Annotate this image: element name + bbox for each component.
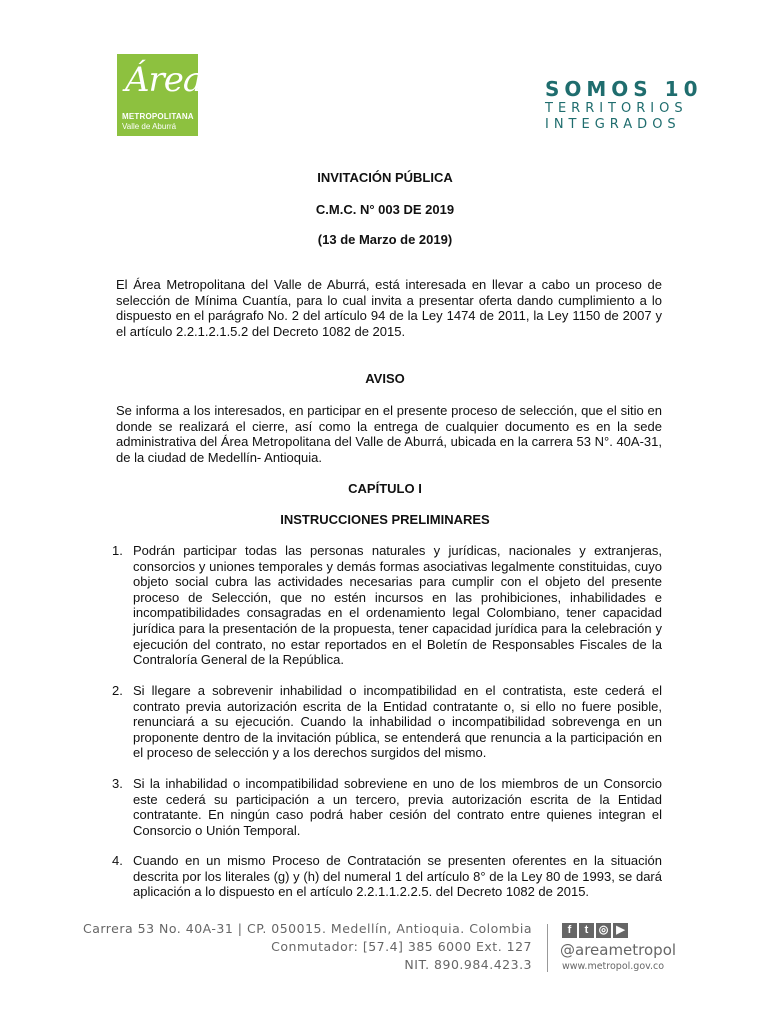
list-item-number: 2. xyxy=(112,683,123,698)
youtube-icon[interactable]: ▶ xyxy=(613,923,628,938)
document-title: INVITACIÓN PÚBLICA xyxy=(317,170,453,185)
slogan-line1: SOMOS 10 xyxy=(545,77,703,101)
logo-word: Área xyxy=(125,60,203,100)
list-item-text: Si la inhabilidad o incompatibilidad sobreviene en uno de los miembros de un Consorcio este cederá su participación a un tercero, previa autorización escrita de la Entidad contratante. En ningún caso podrá haber cesión del contrato entre quienes integran el Consorcio o Unión Temporal. xyxy=(133,776,662,838)
footer-nit: NIT. 890.984.423.3 xyxy=(404,957,532,972)
list-item-text: Podrán participar todas las personas naturales y jurídicas, nacionales y extranjeras, consorcios y uniones temporales y demás formas asociativas legalmente constituidas, cuyo objeto social cubra las actividades necesarias para cumplir con el objeto del presente proceso de Selección, que no estén incursos en las prohibiciones, inhabilidades e incompatibilidades consagradas en el ordenamiento legal Colombiano, tener capacidad jurídica para la presentación de la propuesta, tener capacidad jurídica para la celebración y ejecución del contrato, no estar reportados en el Boletín de Responsables Fiscales de la Contraloría General de la República. xyxy=(133,543,662,668)
twitter-icon[interactable]: t xyxy=(579,923,594,938)
list-item xyxy=(112,543,662,668)
footer-divider xyxy=(547,924,548,972)
area-metropolitana-logo xyxy=(117,54,203,136)
footer-contact xyxy=(83,920,532,974)
list-item xyxy=(112,853,662,900)
logo-line2: Valle de Aburrá xyxy=(122,122,177,131)
list-item-number: 1. xyxy=(112,543,123,558)
slogan-line3: INTEGRADOS xyxy=(545,117,681,132)
list-item-number: 3. xyxy=(112,776,123,791)
slogan-logo xyxy=(545,78,703,133)
list-item-number: 4. xyxy=(112,853,123,868)
instagram-icon[interactable]: ◎ xyxy=(596,923,611,938)
list-item-text: Cuando en un mismo Proceso de Contratación se presenten oferentes en la situación descrita por los literales (g) y (h) del numeral 1 del artículo 8° de la Ley 80 de 1993, se dará aplicación a lo dispuesto en el artículo 2.2.1.1.2.2.5. del Decreto 1082 de 2015. xyxy=(133,853,662,900)
document-date: (13 de Marzo de 2019) xyxy=(317,232,453,247)
document-code: C.M.C. N° 003 DE 2019 xyxy=(315,202,455,217)
notice-paragraph: Se informa a los interesados, en participar en el presente proceso de selección, que el sitio en donde se realizará el cierre, así como la entrega de cualquier documento es en la sede administrativa del Área Metropolitana del Valle de Aburrá, ubicada en la carrera 53 N°. 40A-31, de la ciudad de Medellín- Antioquia. xyxy=(116,403,662,465)
section-heading: INSTRUCCIONES PRELIMINARES xyxy=(280,512,490,527)
list-item xyxy=(112,776,662,838)
social-handle: @areametropol xyxy=(560,941,677,959)
chapter-heading: CAPÍTULO I xyxy=(348,481,422,496)
list-item xyxy=(112,683,662,761)
facebook-icon[interactable]: f xyxy=(562,923,577,938)
footer-phone: Conmutador: [57.4] 385 6000 Ext. 127 xyxy=(271,939,532,954)
slogan-line2: TERRITORIOS xyxy=(545,101,688,116)
website-link[interactable]: www.metropol.gov.co xyxy=(562,961,665,972)
social-icons xyxy=(562,923,628,938)
footer-address: Carrera 53 No. 40A-31 | CP. 050015. Medellín, Antioquia. Colombia xyxy=(83,921,532,936)
intro-paragraph: El Área Metropolitana del Valle de Aburrá, está interesada en llevar a cabo un proceso de selección de Mínima Cuantía, para lo cual invita a presentar oferta dando cumplimiento a lo dispuesto en el parágrafo No. 2 del artículo 94 de la Ley 1474 de 2011, la Ley 1150 de 2007 y el artículo 2.2.1.2.1.5.2 del Decreto 1082 de 2015. xyxy=(116,277,662,339)
notice-heading: AVISO xyxy=(365,371,405,386)
logo-line1: METROPOLITANA xyxy=(122,112,194,121)
list-item-text: Si llegare a sobrevenir inhabilidad o incompatibilidad en el contratista, este cederá el contrato previa autorización escrita de la Entidad contratante o, si ello no fuere posible, renunciará a su ejecución. Cuando la inhabilidad o incompatibilidad sobrevenga en un proponente dentro de la invitación pública, se entenderá que renuncia a la participación en el proceso de selección y a los derechos surgidos del mismo. xyxy=(133,683,662,761)
